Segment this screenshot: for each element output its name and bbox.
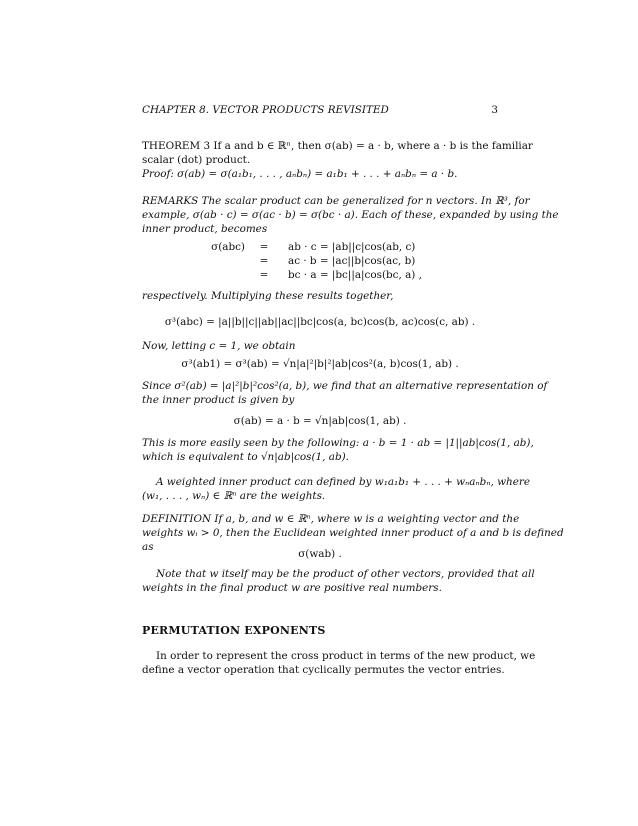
theorem-line-2: scalar (dot) product. (142, 154, 251, 166)
now-letting-line: Now, letting c = 1, we obtain (142, 340, 296, 352)
sigma-wab-equation: σ(wab) . (298, 548, 342, 560)
section-paragraph-line-2: define a vector operation that cyclically permutes the vector entries. (142, 664, 505, 676)
remarks-line-3: inner product, becomes (142, 223, 268, 235)
eq2-equals: = (259, 255, 269, 267)
eq1-left: σ(abc) (211, 241, 245, 253)
definition-line-1: DEFINITION If a, b, and w ∈ ℝⁿ, where w is a weighting vector and the (142, 513, 520, 525)
proof-line: Proof: σ(ab) = σ(a₁b₁, . . . , aₙbₙ) = a₁b₁ + . . . + aₙbₙ = a · b. (142, 168, 458, 180)
more-easily-line-2: which is equivalent to √n|ab|cos(1, ab). (142, 451, 349, 463)
note-line-1: Note that w itself may be the product of other vectors, provided that all (156, 568, 535, 580)
weighted-line-2: (w₁, . . . , wₙ) ∈ ℝⁿ are the weights. (142, 490, 326, 502)
sigma-cubed-equation: σ³(abc) = |a||b||c||ab||ac||bc|cos(a, bc)cos(b, ac)cos(c, ab) . (164, 316, 476, 328)
eq3-right: bc · a = |bc||a|cos(bc, a) , (288, 269, 422, 281)
section-paragraph-line-1: In order to represent the cross product in terms of the new product, we (156, 650, 536, 662)
since-line-2: the inner product is given by (142, 394, 295, 406)
definition-line-2: weights wᵢ > 0, then the Euclidean weighted inner product of a and b is defined (142, 527, 564, 539)
note-line-2: weights in the final product w are positive real numbers. (142, 582, 442, 594)
weighted-line-1: A weighted inner product can defined by w₁a₁b₁ + . . . + wₙaₙbₙ, where (156, 476, 531, 488)
sigma-cubed-ab1-equation: σ³(ab1) = σ³(ab) = √n|a|²|b|²|ab|cos²(a, b)cos(1, ab) . (181, 358, 459, 370)
more-easily-line-1: This is more easily seen by the following: a · b = 1 · ab = |1||ab|cos(1, ab), (142, 437, 534, 449)
section-title: PERMUTATION EXPONENTS (142, 624, 326, 637)
eq1-equals: = (259, 241, 269, 253)
since-line-1: Since σ²(ab) = |a|²|b|²cos²(a, b), we find that an alternative representation of (142, 380, 548, 392)
respectively-line: respectively. Multiplying these results together, (142, 290, 394, 302)
theorem-line-1: THEOREM 3 If a and b ∈ ℝⁿ, then σ(ab) = a · b, where a · b is the familiar (142, 140, 533, 152)
remarks-line-1: REMARKS The scalar product can be generalized for n vectors. In ℝ³, for (142, 195, 530, 207)
eq1-right: ab · c = |ab||c|cos(ab, c) (288, 241, 416, 253)
definition-line-3: as (142, 541, 154, 553)
running-header: CHAPTER 8. VECTOR PRODUCTS REVISITED (142, 104, 389, 116)
inner-product-alt-equation: σ(ab) = a · b = √n|ab|cos(1, ab) . (233, 415, 407, 427)
page-number: 3 (491, 104, 498, 116)
eq3-equals: = (259, 269, 269, 281)
eq2-right: ac · b = |ac||b|cos(ac, b) (288, 255, 416, 267)
remarks-line-2: example, σ(ab · c) = σ(ac · b) = σ(bc · a). Each of these, expanded by using the (142, 209, 559, 221)
